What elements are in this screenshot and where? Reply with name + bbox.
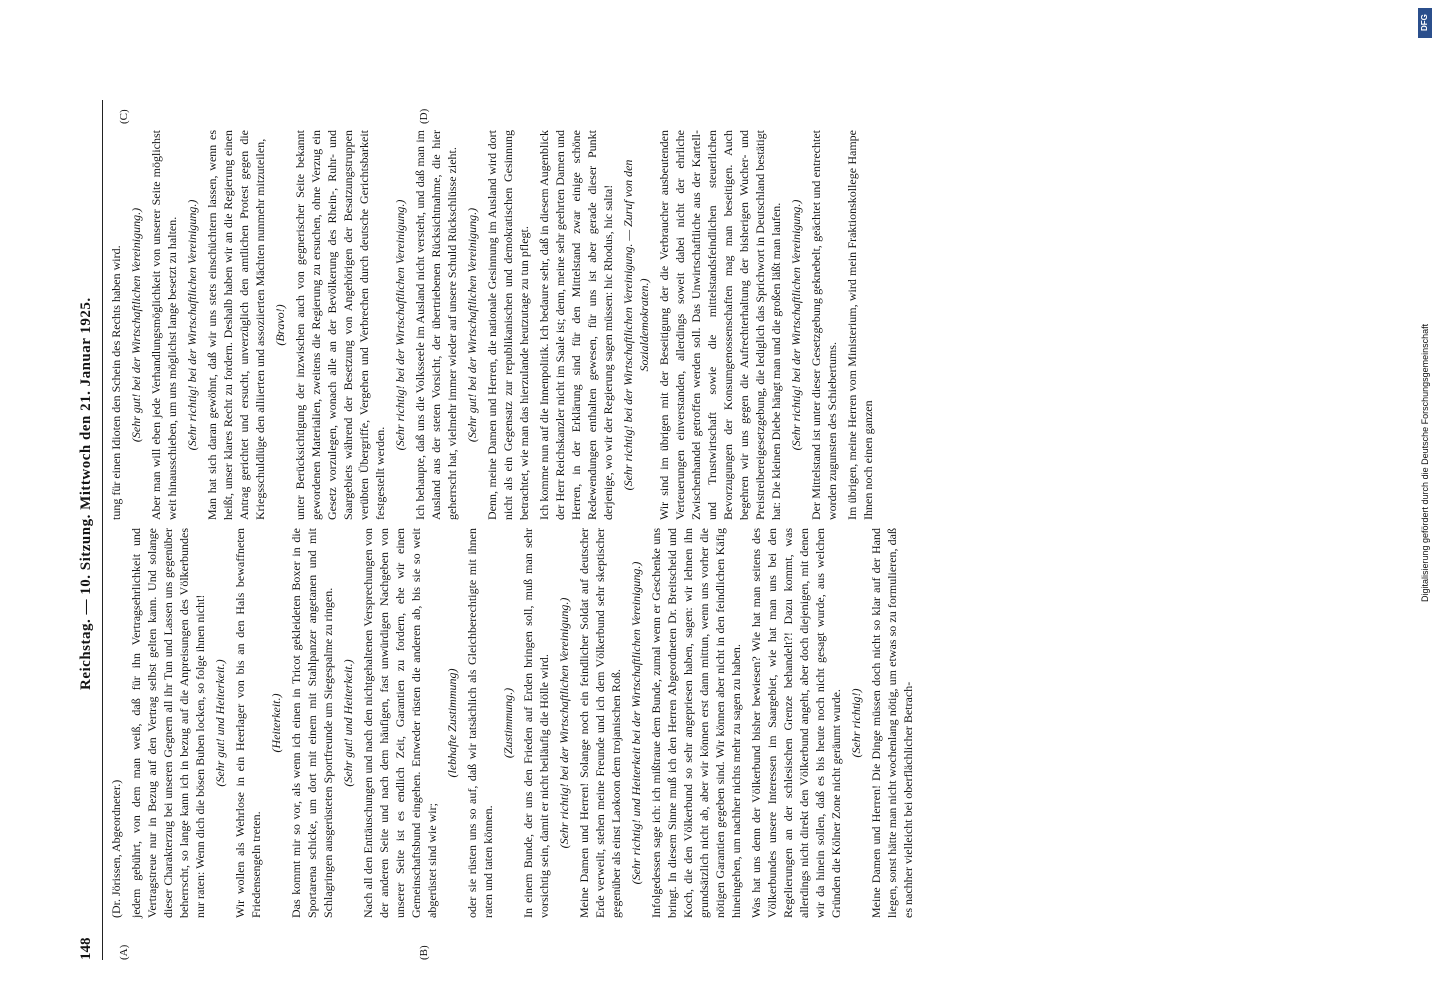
margin-marker-d: (D) — [418, 108, 430, 124]
paragraph: Ich behaupte, daß uns die Volksseele im Ausland nicht versteht, und daß man im Ausland aus der steten Vorsicht, der übertriebenen Rücksichtnahme, die hier geherrscht hat, vielmehr immer wieder auf unsere Schuld Rückschlüsse zieht. — [413, 130, 459, 520]
interjection: (Bravo!) — [273, 304, 287, 346]
rotated-page — [78, 60, 915, 960]
paragraph: Ich komme nun auf die Innenpolitik. Ich bedaure sehr, daß in diesem Augenblick der Herr Reichskanzler nicht im Saale ist; denn, meine sehr geehrten Damen und Herren, in der Erklärung sind für den Mittelstand zwar einige schöne Redewendungen enthalten gewesen, für uns ist aber gerade dieser Punkt derjenige, wo wir der Regierung sagen müssen: hic Rhodus, hic salta! — [537, 130, 615, 520]
paragraph: tung für einen Idioten den Schein des Rechts haben wird. — [109, 245, 123, 520]
paragraph: Was hat uns denn der Völkerbund bisher bewiesen? Wie hat man seitens des Völkerbundes unsere Interessen im Saargebiet, wie hat man uns bei den Regelierungen an der schlesischen Grenze behandelt?! Dazu kommt, was allerdings nicht direkt den Völkerbund angeht, aber doch diejenigen, mit denen wir da hinein sollen, daß es bis heute noch nicht gesagt wurde, aus welchen Gründen die Kölner Zone nicht geräumt wurde. — [749, 528, 843, 918]
interjection: (Sehr gut! bei der Wirtschaftlichen Vereinigung.) — [465, 207, 479, 443]
header-rule — [102, 100, 103, 960]
paragraph: Infolgedessen sage ich: ich mißtraue dem Bunde, zumal wenn er Geschenke uns bringt. In diesem Sinne muß ich den Herren Abgeordneten Dr. Breitscheid und Koch, die den Völkerbund so sehr angepriesen haben, sagen: wir lehnen ihn grundsätzlich nicht ab, aber wir können erst dann mittun, wenn uns vorher die nötigen Garantien gegeben sind. Wir können aber nicht in den feindlichen Käfig hineingehen, um nachher nichts mehr zu sagen zu haben. — [649, 528, 743, 918]
page-number: 148 — [78, 937, 94, 960]
right-column — [108, 130, 875, 520]
paragraph: Wir sind im übrigen mit der Beseitigung der die Verbraucher ausbeutenden Verteuerungen einverstanden, allerdings soweit dabei nicht der ehrliche Zwischenhandel getroffen werden soll. Das Unwirtschaftliche aus der Kartell- und Trustwirtschaft sowie die mittelstandsfeindlichen steuerlichen Bevorzugungen der Konsumgenossenschaften mag man beseitigen. Auch begehren wir uns gegen die Aufrechterhaltung der bisherigen Wucher- und Preistreibereigesetzgebung, die lediglich das Sprichwort in Deutschland bestätigt hat: Die kleinen Diebe hängt man und die großen läßt man laufen. — [657, 130, 783, 520]
paragraph: Meine Damen und Herren! Die Dinge müssen doch nicht so klar auf der Hand liegen, sonst hätte man nicht wochenlang nötig, um etwas so zu formulieren, daß es nachher vielleicht bei oberflächlicher Betrach- — [869, 528, 915, 918]
margin-marker-b: (B) — [418, 945, 430, 960]
interjection: (Zustimmung.) — [501, 687, 515, 759]
interjection: (Sehr gut! und Heiterkeit.) — [213, 659, 227, 787]
digitization-credit: Digitalisierung gefördert durch die Deutsche Forschungsgemeinschaft — [1420, 323, 1430, 602]
interjection: (Sehr richtig! bei der Wirtschaftlichen Vereinigung.) — [557, 597, 571, 849]
left-column — [108, 528, 915, 918]
paragraph: Aber man will eben jede Verhandlungsmöglichkeit von unserer Seite möglichst weit hinausschieben, um uns möglichst lange besetzt zu halten. — [149, 130, 179, 520]
paragraph: Denn, meine Damen und Herren, die nationale Gesinnung im Ausland wird dort nicht als ein Gegensatz zur republikanischen und demokratischen Gesinnung betrachtet, wie man das hierzulande heutzutage zu tun pflegt. — [485, 130, 531, 520]
interjection: (Sehr gut! und Heiterkeit.) — [341, 659, 355, 787]
paragraph: Wir wollen als Wehrlose in ein Heerlager von bis an den Hals bewaffneten Friedensengeln treten. — [233, 528, 263, 918]
interjection: (Sehr richtig! bei der Wirtschaftlichen Vereinigung.) — [185, 199, 199, 451]
page-header — [78, 100, 104, 960]
paragraph: oder sie rüsten uns so auf, daß wir tatsächlich als Gleichberechtigte mit ihnen raten und taten können. — [465, 528, 495, 918]
interjection: (Heiterkeit.) — [269, 693, 283, 753]
interjection: (Sehr richtig!) — [849, 688, 863, 758]
interjection: (lebhafte Zustimmung) — [445, 668, 459, 778]
interjection: (Sehr richtig! bei der Wirtschaftlichen Vereinigung.) — [393, 199, 407, 451]
running-head: Reichstag. — 10. Sitzung. Mittwoch den 21. Januar 1925. — [78, 297, 94, 690]
interjection: (Sehr richtig! bei der Wirtschaftlichen Vereinigung.) — [789, 199, 803, 451]
interjection: (Sehr gut! bei der Wirtschaftlichen Vereinigung.) — [129, 207, 143, 443]
paragraph: Nach all den Enttäuschungen und nach den nichtgehaltenen Versprechungen von der anderen Seite und nach dem häufigen, fast unwürdigen Nachgeben von unserer Seite ist es endlich Zeit, Garantien zu fordern, ehe wir einen Gemeinschaftsbund eingehen. Entweder rüsten die anderen ab, bis sie so weit abgerüstet sind wie wir; — [361, 528, 439, 918]
paragraph: Im übrigen, meine Herren vom Ministerium, wird mein Fraktionskollege Hampe Ihnen noch einen ganzen — [845, 130, 875, 520]
paragraph: Man hat sich daran gewöhnt, daß wir uns stets einschüchtern lassen, wenn es heißt, unser klares Recht zu fordern. Deshalb haben wir an die Regierung einen Antrag gerichtet und ersucht, unverzüglich den amtlichen Protest gegen die Kriegsschuldlüge den alliierten und assoziierten Mächten nunmehr mitzuteilen, — [205, 130, 267, 520]
dfg-logo: DFG — [1418, 8, 1432, 38]
interjection: (Sehr richtig! bei der Wirtschaftlichen Vereinigung. — Zuruf von den Sozialdemokraten.) — [621, 159, 651, 491]
margin-marker-a: (A) — [118, 944, 130, 960]
margin-marker-c: (C) — [118, 109, 130, 124]
paragraph: Das kommt mir so vor, als wenn ich einen in Tricot gekleideten Boxer in die Sportarena schicke, um dort mit einem mit Stahlpanzer angetanen und mit Schlagringen ausgerüsteten Sportfreunde um Siegespalme zu ringen. — [289, 528, 335, 918]
paragraph: (Dr. Jörissen, Abgeordneter.) — [109, 779, 123, 918]
paragraph: unter Berücksichtigung der inzwischen auch von gegnerischer Seite bekannt gewordenen Materialien, zweitens die Regierung zu ersuchen, ohne Verzug ein Gesetz vorzulegen, wonach alle an der Bevölkerung des Rhein-, Ruhr- und Saargebiets während der Besetzung von Angehörigen der Besatzungstruppen verübten Übergriffe, Vergehen und Verbrechen durch deutsche Gerichtsbarkeit festgestellt werden. — [293, 130, 387, 520]
paragraph: Meine Damen und Herren! Solange noch ein feindlicher Soldat auf deutscher Erde verweilt, stehen meine Freunde und ich dem Völkerbund sehr skeptischer gegenüber als einst Laokoon dem trojanischen Roß. — [577, 528, 623, 918]
paragraph: jedem gebührt, von dem man weiß, daß für ihn Vertragsehrlichkeit und Vertragstreue nur in Bezug auf den Vertrag selbst gelten kann. Und solange dieser Charakterzug bei unseren Gegnern all ihr Tun und Lassen uns gegenüber beherrscht, so lange kann ich in bezug auf die Anpreisungen des Völkerbundes nur raten: Wenn dich die bösen Buben locken, so folge ihnen nicht! — [129, 528, 207, 918]
interjection: (Sehr richtig! und Heiterkeit bei der Wirtschaftlichen Vereinigung.) — [629, 561, 643, 885]
paragraph: Der Mittelstand ist unter dieser Gesetzgebung geknebelt, geächtet und entrechtet worden zugunsten des Schiebertums. — [809, 130, 839, 520]
paragraph: In einem Bunde, der uns den Frieden auf Erden bringen soll, muß man sehr vorsichtig sein, damit er nicht beiläufig die Hölle wird. — [521, 528, 551, 918]
